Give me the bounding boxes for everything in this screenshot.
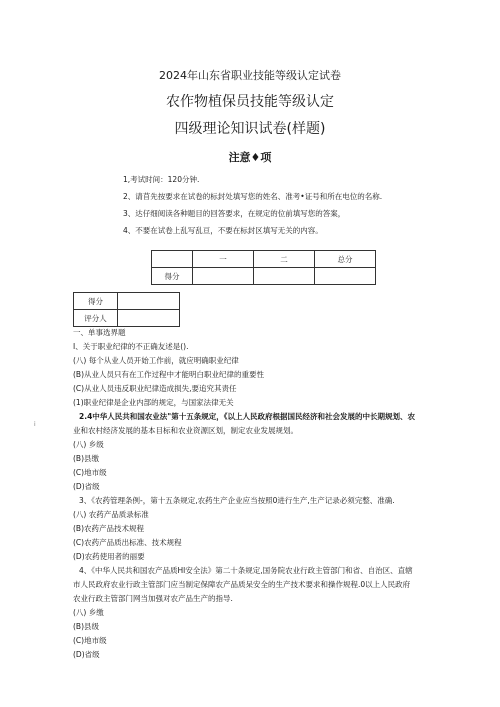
score-cell-total bbox=[315, 268, 376, 285]
grader-name-cell bbox=[118, 310, 180, 327]
score-cell-part-2 bbox=[254, 268, 315, 285]
rule-item: 2、请苜先按要求在试卷的标封处填写您的姓名、准考•证号和所在电位的名称. bbox=[123, 192, 383, 201]
question-option: (八) 农药产品质录标准 bbox=[73, 510, 149, 519]
score-header-total: 总分 bbox=[315, 251, 376, 268]
question-option: (D)省级 bbox=[73, 650, 100, 659]
grader-score-cell bbox=[118, 293, 180, 310]
exam-paper-title: 四级理论知识试卷(样题) bbox=[174, 121, 326, 137]
rule-item: 3、达仔细阅读各种题目的回答要求，在规定的位前填写您的答案， bbox=[123, 209, 346, 218]
score-header-blank bbox=[152, 251, 193, 268]
rule-item: 1,考试时间：120分钟. bbox=[123, 175, 200, 184]
question-option: (D)农药使用者的丽要 bbox=[73, 552, 145, 561]
score-cell-part-1 bbox=[193, 268, 254, 285]
question-option: (八) 每个从业人员开始工作前，就应明确职业纪律 bbox=[73, 356, 239, 365]
question-option: (D)省级 bbox=[73, 482, 100, 491]
question-option: (1)职业纪律是企业内部的规定，与国家法律无关 bbox=[73, 398, 234, 407]
question-stem-continued: 业和农村经济发展的基本目标和农业资源区划，制定农业发展规划。 bbox=[73, 426, 298, 435]
score-header-part-1: 一 bbox=[193, 251, 254, 268]
grader-name-label: 评分人 bbox=[74, 310, 118, 327]
exam-year-title: 2024年山东省职业技能等级认定试卷 bbox=[159, 69, 341, 82]
rule-item: 4、不要在试卷上乱写乱亘，不要在标封区填写无关的内容。 bbox=[123, 226, 323, 235]
grader-score-label: 得分 bbox=[74, 293, 118, 310]
question-option: (B)农药产品技术规程 bbox=[73, 524, 144, 533]
score-header-part-2: 二 bbox=[254, 251, 315, 268]
question-option: (C)从业人员违反职业纪律造成损失,要追究其责任 bbox=[73, 384, 237, 393]
question-option: (B)从业人员只有在工作过程中才能明白职业纪律的重要性 bbox=[73, 370, 264, 379]
notice-heading: 注意♦项 bbox=[228, 151, 272, 164]
question-stem: 3、《农药管理条例-，第十五条规定,农药生产企业应当按照0进行生产,生产记录必须完整、准确. bbox=[79, 496, 395, 505]
question-stem-continued: 农业行政主管部门网当加强对农产品生产的指导. bbox=[73, 594, 233, 603]
question-stem: I、关于职业纪律的不正确友述是(). bbox=[73, 342, 189, 351]
question-option: (C)农药产品质出标准、技术规程 bbox=[73, 538, 182, 547]
question-option: (八) 乡级 bbox=[73, 440, 104, 449]
exam-subject-title: 农作物植保员技能等级认定 bbox=[166, 94, 334, 110]
question-option: (B)县缴 bbox=[73, 454, 99, 463]
question-option: (C)地市级 bbox=[73, 636, 107, 645]
section-title: 一、单事选界题 bbox=[73, 328, 126, 337]
question-stem: 4、《中华人民共和国农产品质Hl安全法》第二十条规定,国务院农业行政主管部门和省、自治区、直辖 bbox=[79, 566, 413, 575]
margin-mark: i bbox=[34, 421, 36, 428]
question-option: (B)县级 bbox=[73, 622, 99, 631]
grader-table bbox=[73, 292, 180, 327]
question-stem-continued: 市人民政府农业行政主管部门应当制定保障农产品质呆安全的生产技术要求和操作规程.0以上人民政府 bbox=[73, 580, 411, 589]
score-row-label: 得分 bbox=[152, 268, 193, 285]
score-table bbox=[151, 250, 376, 285]
question-stem: 2.4中华人民共和国农业法"第十五条规定，《以上人民政府根据国民经济和社会发展的中长期规划、农 bbox=[79, 412, 415, 421]
question-option: (C)地市级 bbox=[73, 468, 107, 477]
question-option: (八) 乡缴 bbox=[73, 608, 104, 617]
